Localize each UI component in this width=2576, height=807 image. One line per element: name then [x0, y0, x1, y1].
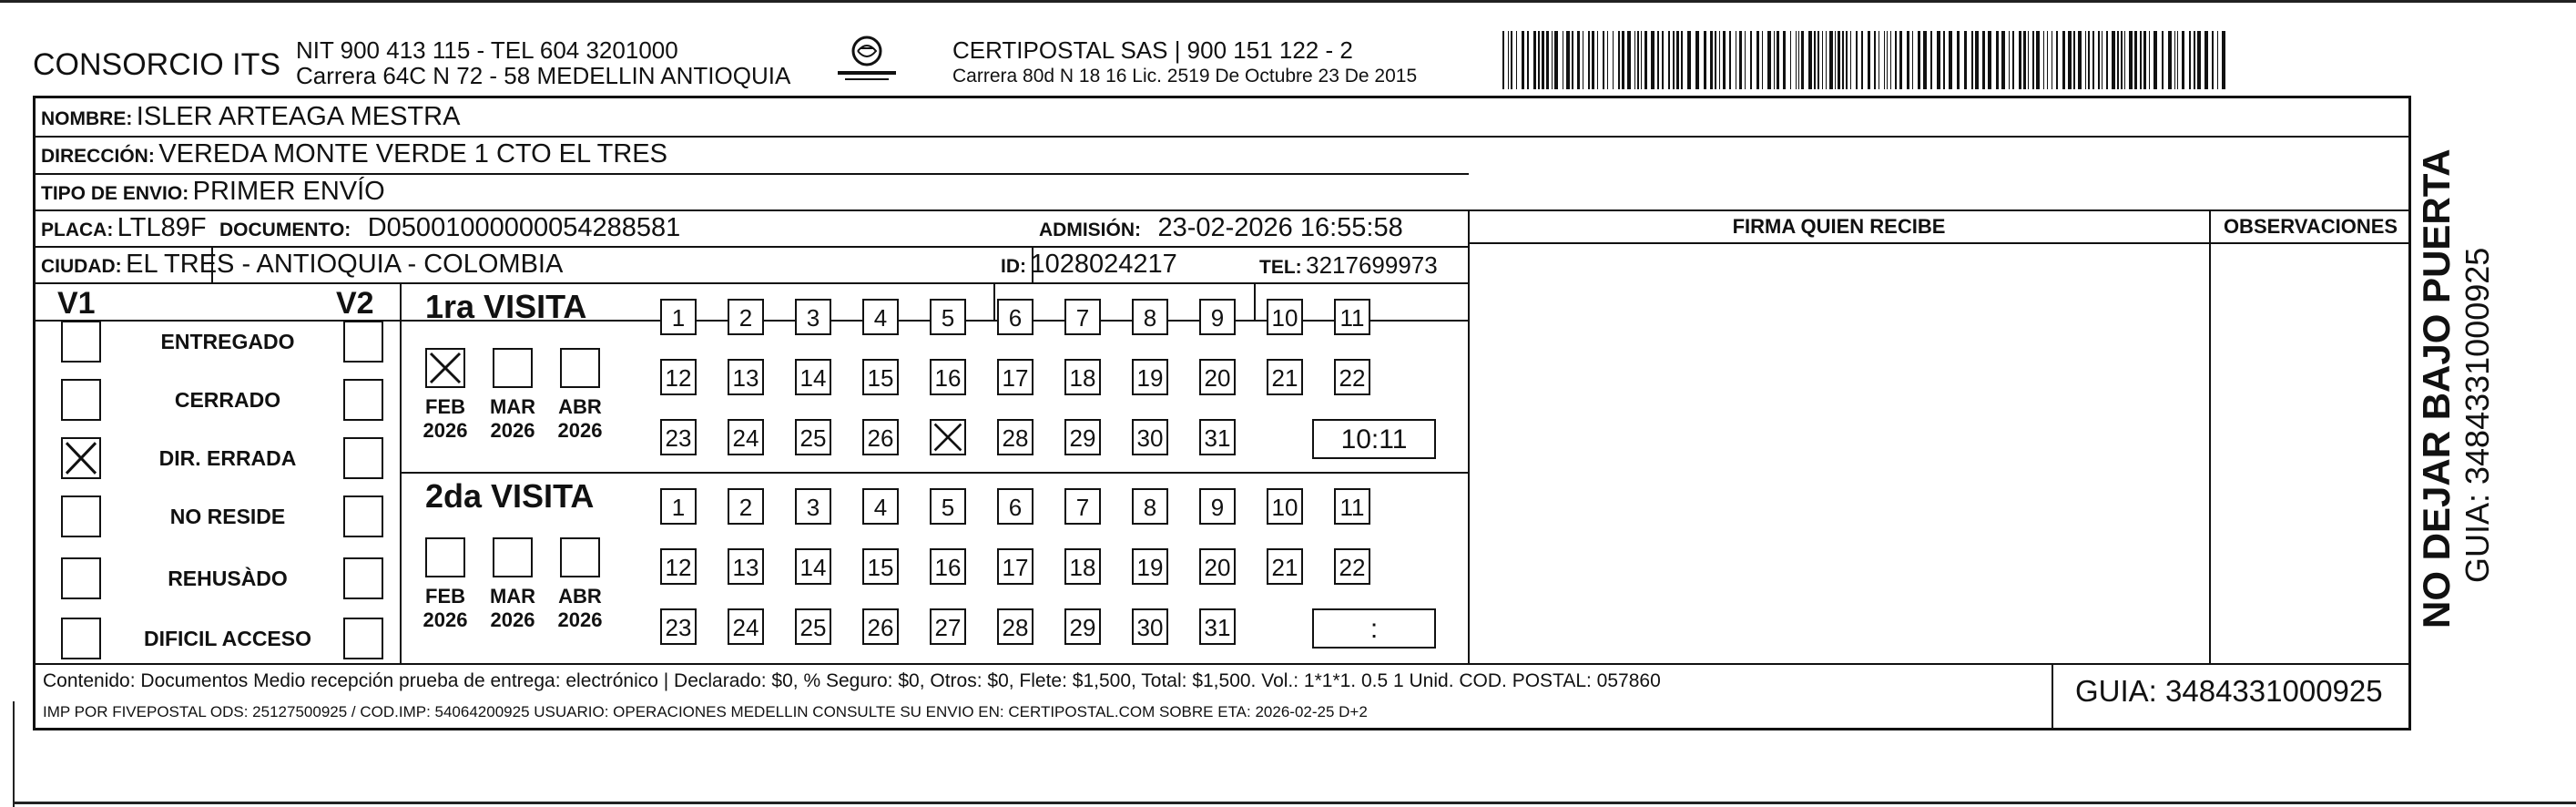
- v2-checkbox-1[interactable]: [343, 321, 383, 363]
- day-box-12[interactable]: 12: [660, 548, 697, 585]
- month-checkbox-abr[interactable]: [560, 348, 600, 388]
- barcode-bar: [1750, 31, 1752, 89]
- barcode-bar: [2012, 31, 2014, 89]
- day-box-11[interactable]: 11: [1334, 488, 1370, 525]
- day-box-26[interactable]: 26: [862, 608, 899, 645]
- day-box-5[interactable]: 5: [930, 299, 966, 335]
- day-box-7[interactable]: 7: [1064, 488, 1101, 525]
- barcode-bar: [2174, 31, 2175, 89]
- day-box-29[interactable]: 29: [1064, 419, 1101, 455]
- placa-row: [41, 213, 207, 243]
- day-box-24[interactable]: 24: [728, 608, 764, 645]
- firma-header: FIRMA QUIEN RECIBE: [1732, 215, 1946, 238]
- month-year: 2026: [557, 608, 603, 631]
- day-box-28[interactable]: 28: [997, 419, 1033, 455]
- v1-checkbox-3[interactable]: [61, 437, 101, 479]
- v1-checkbox-4[interactable]: [61, 495, 101, 537]
- scan-bottom-edge: [13, 802, 2576, 804]
- barcode-bar: [2098, 31, 2100, 89]
- v1-checkbox-6[interactable]: [61, 618, 101, 659]
- status-option-label: NO RESIDE: [169, 505, 286, 528]
- admision-row: [1039, 213, 1403, 243]
- month-label: [553, 395, 607, 443]
- visit-title: 2da VISITA: [425, 477, 595, 515]
- barcode-bar: [1943, 31, 1945, 89]
- tel-value: 3217699973: [1306, 251, 1438, 279]
- barcode-bar: [1511, 31, 1512, 89]
- barcode-bar: [1668, 31, 1670, 89]
- barcode-bar: [1895, 31, 1897, 89]
- barcode-bar: [1996, 31, 1999, 89]
- month-label: [418, 395, 473, 443]
- barcode-bar: [2102, 31, 2103, 89]
- tipo-row: [41, 177, 385, 207]
- day-box-27[interactable]: [930, 419, 966, 455]
- day-box-10[interactable]: 10: [1267, 299, 1303, 335]
- check-x-icon: [932, 421, 964, 454]
- day-box-18[interactable]: 18: [1064, 359, 1101, 395]
- v1-checkbox-1[interactable]: [61, 321, 101, 363]
- month-checkbox-mar[interactable]: [493, 537, 533, 577]
- documento-label: DOCUMENTO:: [219, 220, 351, 240]
- status-option-label: CERRADO: [174, 388, 281, 412]
- barcode-bar: [1964, 31, 1967, 89]
- day-box-1[interactable]: 1: [660, 299, 697, 335]
- barcode-bar: [1695, 31, 1699, 89]
- month-year: 2026: [423, 608, 468, 631]
- barcode-bar: [2212, 31, 2214, 89]
- status-option-label: DIFICIL ACCESO: [143, 627, 311, 650]
- barcode-bar: [1796, 31, 1797, 89]
- day-box-24[interactable]: 24: [728, 419, 764, 455]
- day-box-9[interactable]: 9: [1199, 488, 1236, 525]
- v2-checkbox-4[interactable]: [343, 495, 383, 537]
- barcode-bar: [2197, 31, 2201, 89]
- barcode-bar: [1577, 31, 1580, 89]
- barcode-bar: [1790, 31, 1791, 89]
- barcode-bar: [1745, 31, 1746, 89]
- barcode-bar: [2222, 31, 2225, 89]
- barcode-bar: [1527, 31, 1529, 89]
- v2-checkbox-6[interactable]: [343, 618, 383, 659]
- barcode-bar: [1613, 31, 1614, 89]
- day-box-16[interactable]: 16: [930, 359, 966, 395]
- placa-value: LTL89F: [117, 213, 207, 242]
- day-box-30[interactable]: 30: [1132, 608, 1168, 645]
- day-box-1[interactable]: 1: [660, 488, 697, 525]
- barcode-bar: [1767, 31, 1771, 89]
- day-box-19[interactable]: 19: [1132, 359, 1168, 395]
- barcode-bar: [2056, 31, 2058, 89]
- barcode-bar: [1681, 31, 1683, 89]
- v1-checkbox-2[interactable]: [61, 379, 101, 421]
- company-address: Carrera 64C N 72 - 58 MEDELLIN ANTIOQUIA: [296, 62, 791, 89]
- tel-label: TEL:: [1259, 257, 1302, 278]
- day-box-22[interactable]: 22: [1334, 548, 1370, 585]
- barcode-bar: [2092, 31, 2094, 89]
- barcode-bar: [1508, 31, 1509, 89]
- barcode-bar: [2062, 31, 2065, 89]
- barcode-bar: [1704, 31, 1706, 89]
- day-box-22[interactable]: 22: [1334, 359, 1370, 395]
- barcode-bar: [2068, 31, 2072, 89]
- barcode-bar: [1662, 31, 1664, 89]
- barcode-bar: [2036, 31, 2040, 89]
- day-box-6[interactable]: 6: [997, 488, 1033, 525]
- v2-checkbox-5[interactable]: [343, 557, 383, 599]
- barcode-bar: [1676, 31, 1679, 89]
- barcode-bar: [1502, 31, 1504, 89]
- day-box-20[interactable]: 20: [1199, 548, 1236, 585]
- barcode-bar: [1801, 31, 1804, 89]
- day-box-4[interactable]: 4: [862, 488, 899, 525]
- month-name: ABR: [558, 585, 602, 608]
- barcode-bar: [1522, 31, 1524, 89]
- ciudad-label: CIUDAD:: [41, 256, 122, 277]
- barcode-bar: [1687, 31, 1691, 89]
- day-box-2[interactable]: 2: [728, 299, 764, 335]
- side-guia: GUIA: 3484331000925: [2459, 247, 2496, 583]
- barcode-bar: [1783, 31, 1786, 89]
- day-box-28[interactable]: 28: [997, 608, 1033, 645]
- barcode-bar: [2168, 31, 2172, 89]
- barcode-bar: [1808, 31, 1812, 89]
- barcode-bar: [1949, 31, 1952, 89]
- barcode-bar: [1637, 31, 1639, 89]
- barcode-bar: [1546, 31, 1549, 89]
- barcode-bar: [2117, 31, 2119, 89]
- barcode-bar: [2189, 31, 2191, 89]
- barcode-bar: [1798, 31, 1799, 89]
- direccion-label: DIRECCIÓN:: [41, 146, 155, 167]
- day-box-8[interactable]: 8: [1132, 488, 1168, 525]
- barcode: [1502, 31, 2231, 89]
- day-box-13[interactable]: 13: [728, 359, 764, 395]
- barcode-bar: [1814, 31, 1816, 89]
- barcode-bar: [2001, 31, 2005, 89]
- month-checkbox-feb[interactable]: [425, 537, 465, 577]
- barcode-bar: [2019, 31, 2021, 89]
- barcode-bar: [2078, 31, 2082, 89]
- month-label: [485, 585, 540, 632]
- day-box-26[interactable]: 26: [862, 419, 899, 455]
- barcode-bar: [2106, 31, 2108, 89]
- nombre-value: ISLER ARTEAGA MESTRA: [136, 102, 461, 131]
- barcode-bar: [1566, 31, 1570, 89]
- month-label: [553, 585, 607, 632]
- footer-guia: GUIA: 3484331000925: [2075, 674, 2383, 708]
- day-box-14[interactable]: 14: [795, 548, 831, 585]
- day-box-15[interactable]: 15: [862, 548, 899, 585]
- barcode-bar: [1842, 31, 1844, 89]
- barcode-bar: [1729, 31, 1731, 89]
- barcode-bar: [2149, 31, 2150, 89]
- barcode-bar: [1957, 31, 1960, 89]
- status-option-label: ENTREGADO: [160, 330, 295, 353]
- placa-label: PLACA:: [41, 220, 114, 240]
- barcode-bar: [2153, 31, 2157, 89]
- barcode-bar: [1627, 31, 1631, 89]
- barcode-bar: [1899, 31, 1902, 89]
- carrier-nit: CERTIPOSTAL SAS | 900 151 122 - 2: [952, 36, 1353, 64]
- barcode-bar: [1516, 31, 1517, 89]
- month-checkbox-feb[interactable]: [425, 348, 465, 388]
- company-name: CONSORCIO ITS: [33, 47, 281, 82]
- nombre-label: NOMBRE:: [41, 108, 133, 129]
- day-box-21[interactable]: 21: [1267, 548, 1303, 585]
- barcode-bar: [1715, 31, 1716, 89]
- check-x-icon: [63, 439, 99, 477]
- barcode-bar: [1846, 31, 1848, 89]
- month-year: 2026: [490, 419, 535, 442]
- admision-label: ADMISIÓN:: [1039, 220, 1141, 240]
- barcode-bar: [1622, 31, 1624, 89]
- barcode-bar: [1835, 31, 1836, 89]
- barcode-bar: [1644, 31, 1647, 89]
- barcode-bar: [1552, 31, 1553, 89]
- barcode-bar: [1603, 31, 1604, 89]
- barcode-bar: [2032, 31, 2034, 89]
- barcode-bar: [1651, 31, 1655, 89]
- documento-row: [219, 213, 680, 243]
- month-name: MAR: [489, 395, 536, 418]
- barcode-bar: [1930, 31, 1932, 89]
- barcode-bar: [2028, 31, 2029, 89]
- day-box-12[interactable]: 12: [660, 359, 697, 395]
- barcode-bar: [1912, 31, 1913, 89]
- day-box-3[interactable]: 3: [795, 299, 831, 335]
- barcode-bar: [1756, 31, 1759, 89]
- day-box-6[interactable]: 6: [997, 299, 1033, 335]
- barcode-bar: [1884, 31, 1885, 89]
- day-box-17[interactable]: 17: [997, 359, 1033, 395]
- barcode-bar: [2143, 31, 2146, 89]
- barcode-bar: [2194, 31, 2195, 89]
- visit-time-field[interactable]: :: [1312, 608, 1436, 649]
- barcode-bar: [1542, 31, 1544, 89]
- status-option-label: REHUSÀDO: [168, 567, 288, 590]
- tipo-label: TIPO DE ENVIO:: [41, 183, 189, 204]
- month-name: MAR: [489, 585, 536, 608]
- month-checkbox-mar[interactable]: [493, 348, 533, 388]
- v2-checkbox-2[interactable]: [343, 379, 383, 421]
- barcode-bar: [1850, 31, 1851, 89]
- footer-print-info: IMP POR FIVEPOSTAL ODS: 25127500925 / COD.IMP: 54064200925 USUARIO: OPERACIONES MEDELLIN CONSULTE SU ENVIO EN: CERTIPOSTAL.COM SOBRE ETA: 2026-02-25 D+2: [43, 703, 1368, 720]
- barcode-bar: [1826, 31, 1827, 89]
- day-box-18[interactable]: 18: [1064, 548, 1101, 585]
- carrier-address: Carrera 80d N 18 16 Lic. 2519 De Octubre 23 De 2015: [952, 66, 1418, 87]
- barcode-bar: [1719, 31, 1720, 89]
- id-row: [1001, 250, 1177, 280]
- barcode-bar: [1710, 31, 1713, 89]
- day-box-23[interactable]: 23: [660, 608, 697, 645]
- barcode-bar: [1641, 31, 1642, 89]
- day-box-17[interactable]: 17: [997, 548, 1033, 585]
- direccion-row: [41, 139, 667, 169]
- barcode-bar: [1988, 31, 1991, 89]
- visit-time-field[interactable]: 10:11: [1312, 419, 1436, 459]
- admision-value: 23-02-2026 16:55:58: [1157, 213, 1403, 242]
- barcode-bar: [2043, 31, 2044, 89]
- barcode-bar: [1982, 31, 1985, 89]
- barcode-bar: [1597, 31, 1598, 89]
- barcode-bar: [1774, 31, 1775, 89]
- v1-checkbox-5[interactable]: [61, 557, 101, 599]
- tipo-value: PRIMER ENVÍO: [192, 177, 385, 206]
- month-label: [485, 395, 540, 443]
- day-box-3[interactable]: 3: [795, 488, 831, 525]
- tel-row: [1259, 251, 1438, 280]
- day-box-14[interactable]: 14: [795, 359, 831, 395]
- barcode-bar: [1762, 31, 1763, 89]
- barcode-bar: [1856, 31, 1858, 89]
- check-x-icon: [427, 350, 463, 386]
- side-warning: NO DEJAR BAJO PUERTA: [2415, 148, 2458, 628]
- footer-content: Contenido: Documentos Medio recepción prueba de entrega: electrónico | Declarado: $0, % Seguro: $0, Otros: $0, Flete: $1,500, Total: $1,500. Vol.: 1*1*1. 0.5 1 Unid. COD. POSTAL: 057860: [43, 670, 1661, 691]
- day-box-11[interactable]: 11: [1334, 299, 1370, 335]
- direccion-value: VEREDA MONTE VERDE 1 CTO EL TRES: [158, 139, 667, 169]
- barcode-bar: [1607, 31, 1608, 89]
- barcode-bar: [1874, 31, 1876, 89]
- barcode-bar: [2088, 31, 2090, 89]
- barcode-bar: [1868, 31, 1870, 89]
- barcode-bar: [1723, 31, 1726, 89]
- month-name: FEB: [425, 585, 465, 608]
- delivery-form: [33, 96, 2411, 730]
- barcode-bar: [2162, 31, 2164, 89]
- day-box-19[interactable]: 19: [1132, 548, 1168, 585]
- day-box-4[interactable]: 4: [862, 299, 899, 335]
- id-label: ID:: [1001, 256, 1026, 277]
- scan-top-edge: [0, 0, 2576, 3]
- barcode-bar: [2124, 31, 2125, 89]
- barcode-bar: [2023, 31, 2026, 89]
- barcode-bar: [1618, 31, 1620, 89]
- documento-value: D05001000000054288581: [367, 213, 681, 242]
- day-box-21[interactable]: 21: [1267, 359, 1303, 395]
- barcode-bar: [1538, 31, 1540, 89]
- barcode-bar: [1822, 31, 1823, 89]
- barcode-bar: [2112, 31, 2115, 89]
- day-box-15[interactable]: 15: [862, 359, 899, 395]
- barcode-bar: [1657, 31, 1659, 89]
- barcode-bar: [2009, 31, 2010, 89]
- month-label: [418, 585, 473, 632]
- barcode-bar: [1588, 31, 1590, 89]
- barcode-bar: [2085, 31, 2086, 89]
- barcode-bar: [2140, 31, 2142, 89]
- visit-title: 1ra VISITA: [425, 288, 587, 325]
- v2-header: V2: [336, 286, 374, 321]
- day-box-2[interactable]: 2: [728, 488, 764, 525]
- barcode-bar: [1923, 31, 1927, 89]
- barcode-bar: [1829, 31, 1833, 89]
- id-value: 1028024217: [1030, 250, 1177, 279]
- day-box-25[interactable]: 25: [795, 608, 831, 645]
- day-box-29[interactable]: 29: [1064, 608, 1101, 645]
- day-box-27[interactable]: 27: [930, 608, 966, 645]
- barcode-bar: [2073, 31, 2075, 89]
- observaciones-header: OBSERVACIONES: [2223, 215, 2398, 238]
- barcode-bar: [1592, 31, 1594, 89]
- day-box-9[interactable]: 9: [1199, 299, 1236, 335]
- barcode-bar: [1777, 31, 1779, 89]
- scan-left-edge: [13, 701, 15, 807]
- v1-header: V1: [57, 286, 96, 321]
- status-option-label: DIR. ERRADA: [158, 446, 297, 470]
- certipostal-logo: [830, 33, 903, 87]
- day-box-7[interactable]: 7: [1064, 299, 1101, 335]
- barcode-bar: [2177, 31, 2178, 89]
- barcode-bar: [2129, 31, 2133, 89]
- day-box-5[interactable]: 5: [930, 488, 966, 525]
- v2-checkbox-3[interactable]: [343, 437, 383, 479]
- barcode-bar: [2134, 31, 2137, 89]
- month-year: 2026: [423, 419, 468, 442]
- barcode-bar: [1673, 31, 1675, 89]
- barcode-bar: [1975, 31, 1979, 89]
- barcode-bar: [2182, 31, 2184, 89]
- barcode-bar: [1907, 31, 1909, 89]
- day-box-23[interactable]: 23: [660, 419, 697, 455]
- barcode-bar: [1937, 31, 1940, 89]
- barcode-bar: [1887, 31, 1888, 89]
- barcode-bar: [1838, 31, 1840, 89]
- barcode-bar: [1971, 31, 1973, 89]
- barcode-bar: [1554, 31, 1558, 89]
- ciudad-value: EL TRES - ANTIOQUIA - COLOMBIA: [126, 250, 564, 279]
- day-box-16[interactable]: 16: [930, 548, 966, 585]
- barcode-bar: [2204, 31, 2208, 89]
- barcode-bar: [1890, 31, 1891, 89]
- day-box-8[interactable]: 8: [1132, 299, 1168, 335]
- month-name: ABR: [558, 395, 602, 418]
- barcode-bar: [2121, 31, 2123, 89]
- barcode-bar: [1739, 31, 1742, 89]
- month-name: FEB: [425, 395, 465, 418]
- day-box-25[interactable]: 25: [795, 419, 831, 455]
- barcode-bar: [1817, 31, 1819, 89]
- barcode-bar: [2217, 31, 2218, 89]
- day-box-10[interactable]: 10: [1267, 488, 1303, 525]
- day-box-30[interactable]: 30: [1132, 419, 1168, 455]
- month-year: 2026: [490, 608, 535, 631]
- barcode-bar: [2047, 31, 2048, 89]
- barcode-bar: [1634, 31, 1635, 89]
- barcode-bar: [1572, 31, 1573, 89]
- company-nit: NIT 900 413 115 - TEL 604 3201000: [296, 36, 678, 64]
- barcode-bar: [1918, 31, 1920, 89]
- day-box-20[interactable]: 20: [1199, 359, 1236, 395]
- barcode-bar: [1861, 31, 1863, 89]
- barcode-bar: [1533, 31, 1536, 89]
- day-box-13[interactable]: 13: [728, 548, 764, 585]
- ciudad-row: [41, 250, 563, 280]
- month-checkbox-abr[interactable]: [560, 537, 600, 577]
- day-box-31[interactable]: 31: [1199, 419, 1236, 455]
- day-box-31[interactable]: 31: [1199, 608, 1236, 645]
- month-year: 2026: [557, 419, 603, 442]
- nombre-row: [41, 102, 460, 132]
